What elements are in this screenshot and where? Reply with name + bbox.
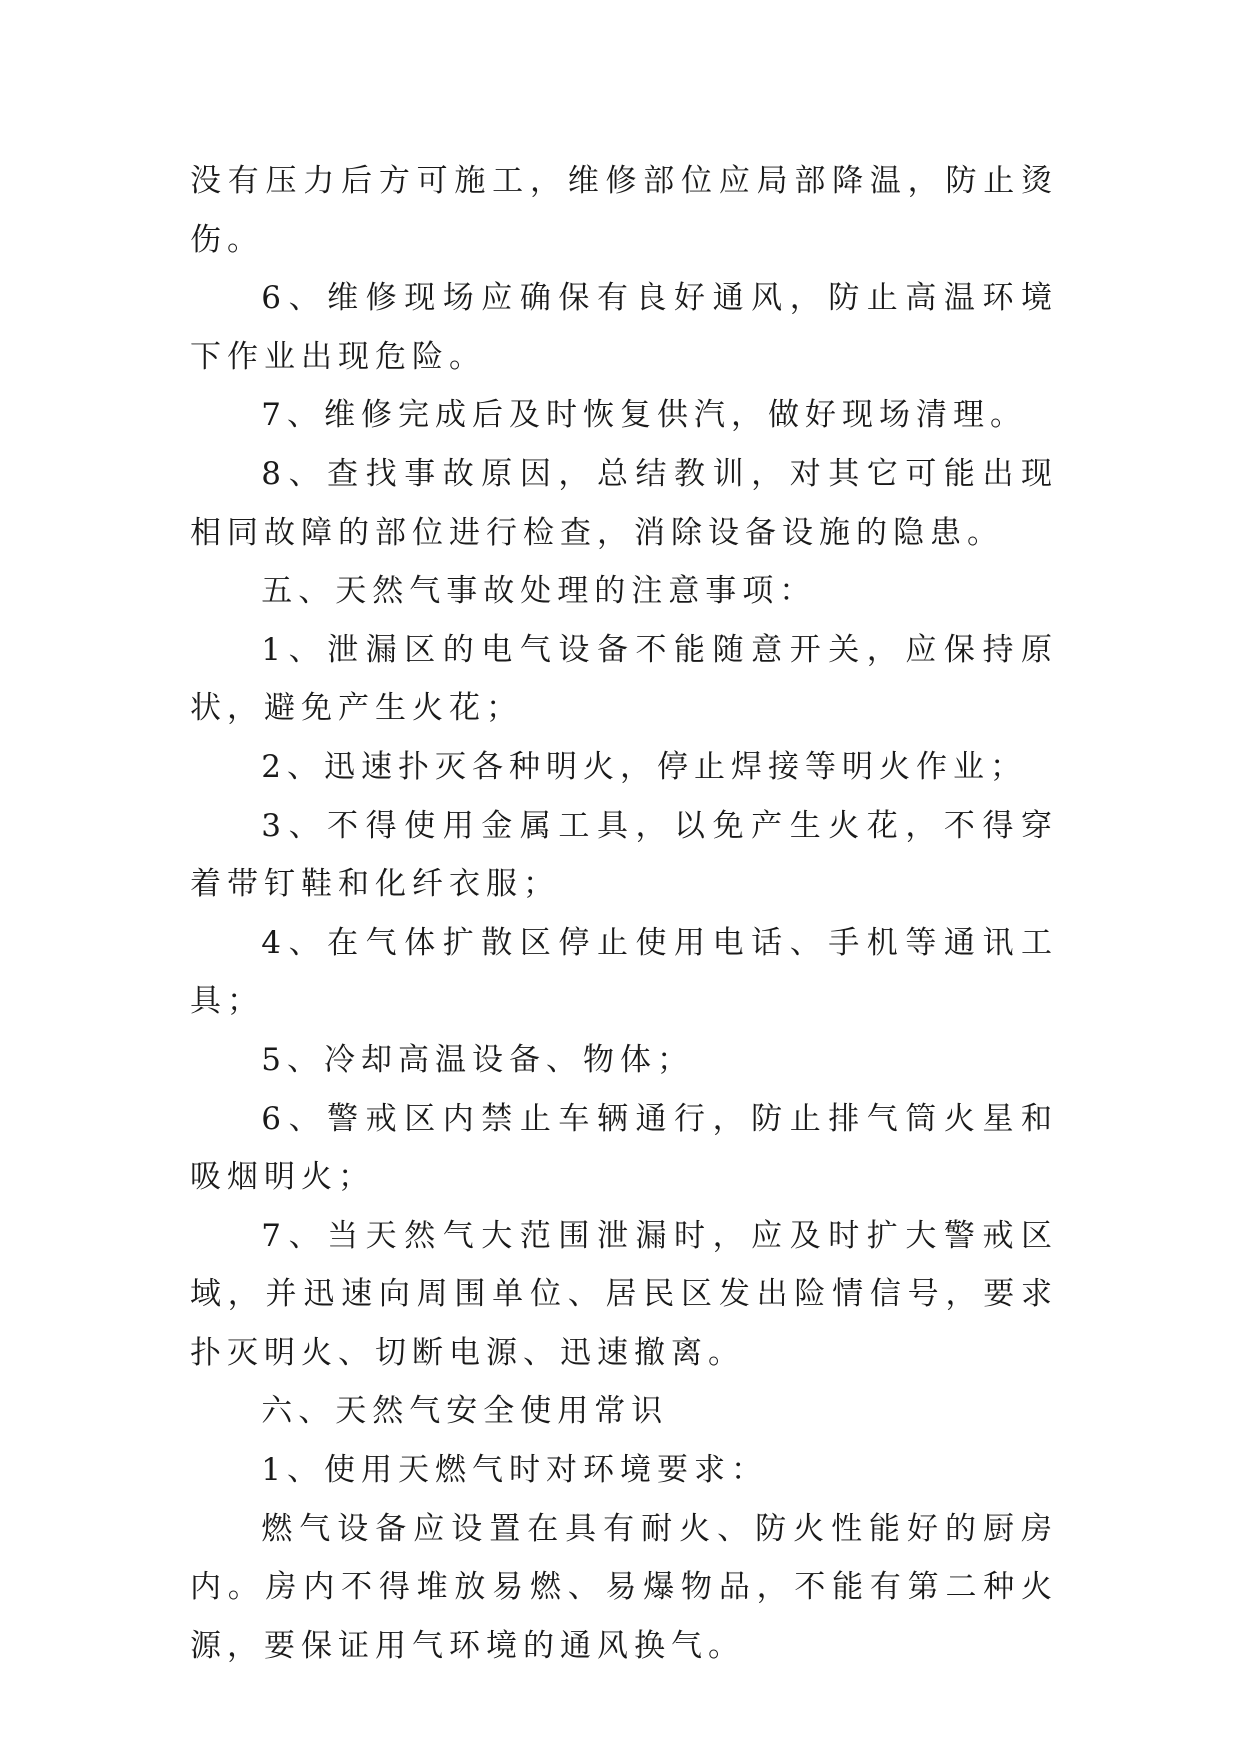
paragraph-item-8-find-cause: 8、查找事故原因，总结教训，对其它可能出现相同故障的部位进行检查，消除设备设施的隐患。 [190, 455, 1058, 551]
section-heading-6: 六、天然气安全使用常识 [261, 1393, 669, 1430]
paragraph-item-7-restore-supply: 7、维修完成后及时恢复供汽，做好现场清理。 [261, 397, 1028, 434]
paragraph-item-3-metal-tools: 3、不得使用金属工具，以免产生火花，不得穿着带钉鞋和化纤衣服； [190, 807, 1058, 903]
section-heading-5: 五、天然气事故处理的注意事项： [261, 573, 817, 610]
paragraph-item-6-ventilation: 6、维修现场应确保有良好通风，防止高温环境下作业出现危险。 [190, 280, 1058, 375]
paragraph-kitchen-requirements: 燃气设备应设置在具有耐火、防火性能好的厨房内。房内不得堆放易燃、易爆物品，不能有第二种火源，要保证用气环境的通风换气。 [190, 1510, 1058, 1664]
paragraph-item-5-cooling: 5、冷却高温设备、物体； [261, 1041, 695, 1078]
paragraph-item-4-phones: 4、在气体扩散区停止使用电话、手机等通讯工具； [190, 924, 1058, 1020]
paragraph-continuation: 没有压力后方可施工，维修部位应局部降温，防止烫伤。 [190, 163, 1058, 258]
paragraph-item-2-extinguish: 2、迅速扑灭各种明火，停止焊接等明火作业； [261, 748, 1028, 785]
paragraph-item-6-vehicles: 6、警戒区内禁止车辆通行，防止排气筒火星和吸烟明火； [190, 1100, 1058, 1196]
paragraph-item-1-environment: 1、使用天燃气时对环境要求： [261, 1452, 769, 1489]
document-body [190, 152, 1058, 1675]
paragraph-item-1-electrical: 1、泄漏区的电气设备不能随意开关，应保持原状，避免产生火花； [190, 631, 1058, 727]
paragraph-item-7-large-leak: 7、当天然气大范围泄漏时，应及时扩大警戒区域，并迅速向周围单位、居民区发出险情信号，要求扑灭明火、切断电源、迅速撤离。 [190, 1217, 1058, 1371]
